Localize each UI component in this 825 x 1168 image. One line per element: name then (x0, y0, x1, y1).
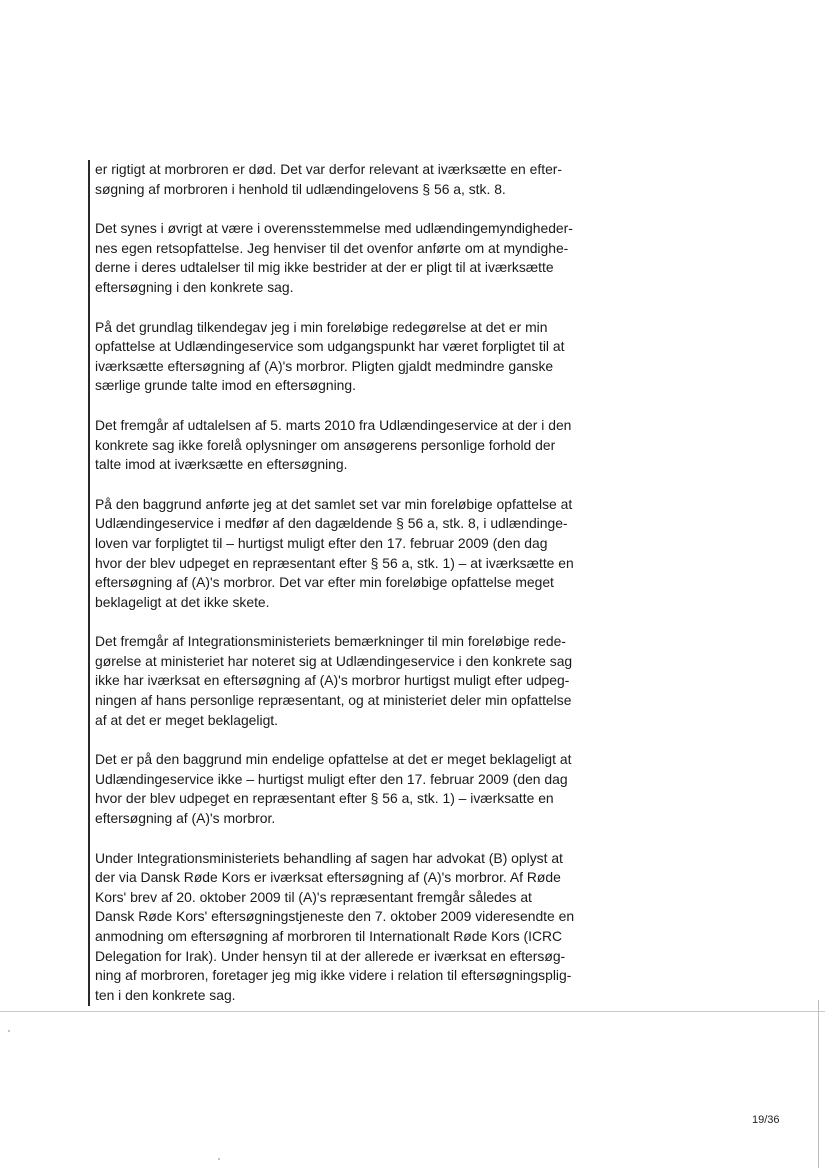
paragraph-2: Det synes i øvrigt at være i overensstemmelse med udlændingemyndigheder- nes egen retsopfattelse. Jeg henviser til det ovenfor anførte om at myndighe- derne i deres udtalelser til mig ikke bestrider at der er pligt til at iværksætte eftersøgning i den konkrete sag. (95, 220, 573, 295)
paragraph-8: Under Integrationsministeriets behandling af sagen har advokat (B) oplyst at der via Dansk Røde Kors er iværksat eftersøgning af (A)'s morbror. Af Røde Kors' brev af 20. oktober 2009 til (A)'s repræsentant fremgår således at Dansk Røde Kors' eftersøgningstjeneste den 7. oktober 2009 videresendte en anmodning om eftersøgning af morbroren til Internationalt Røde Kors (ICRC Delegation for Irak). Under hensyn til at der allerede er iværksat en eftersøg- ning af morbroren, foretager jeg mig ikke videre i relation til eftersøgningsplig- ten i den konkrete sag. (95, 849, 575, 1003)
scan-speck (8, 1030, 10, 1032)
paragraph-3: På det grundlag tilkendegav jeg i min foreløbige redegørelse at det er min opfattelse at Udlændingeservice som udgangspunkt har været forpligtet til at iværksætte eftersøgning af (A)'s morbror. Pligten gjaldt medmindre ganske særlige grunde talte imod en eftersøgning. (95, 318, 565, 394)
margin-change-bar (88, 160, 90, 1006)
page-edge-line (818, 1000, 819, 1168)
paragraph-4: Det fremgår af udtalelsen af 5. marts 2010 fra Udlændingeservice at der i den konkrete sag ikke forelå oplysninger om ansøgerens personlige forhold der talte imod at iværksætte en eftersøgning. (95, 416, 572, 473)
page-number: 19/36 (752, 1114, 780, 1126)
body-text (95, 160, 585, 1025)
paragraph-6: Det fremgår af Integrationsministeriets bemærkninger til min foreløbige rede- gørelse at ministeriet har noteret sig at Udlændingeservice i den konkrete sag ikke har iværksat en eftersøgning af (A)'s morbror hurtigst muligt efter udpeg- ningen af hans personlige repræsentant, og at ministeriet deler min opfattelse af at det er meget beklageligt. (95, 633, 573, 728)
scan-speck (218, 1158, 220, 1160)
footer-divider (0, 1011, 825, 1012)
paragraph-5: På den baggrund anførte jeg at det samlet set var min foreløbige opfattelse at Udlændingeservice i medfør af den dagældende § 56 a, stk. 8, i udlændinge- loven var forpligtet til – hurtigst muligt efter den 17. februar 2009 (den dag hvor der blev udpeget en repræsentant efter § 56 a, stk. 1) – at iværksætte en eftersøgning af (A)'s morbror. Det var efter min foreløbige opfattelse meget beklageligt at det ikke skete. (95, 495, 574, 610)
paragraph-7: Det er på den baggrund min endelige opfattelse at det er meget beklageligt at Udlændingeservice ikke – hurtigst muligt efter den 17. februar 2009 (den dag hvor der blev udpeget en repræsentant efter § 56 a, stk. 1) – iværksatte en eftersøgning af (A)'s morbror. (95, 751, 572, 827)
paragraph-1: er rigtigt at morbroren er død. Det var derfor relevant at iværksætte en efter- søgning af morbroren i henhold til udlændingelovens § 56 a, stk. 8. (95, 161, 563, 197)
